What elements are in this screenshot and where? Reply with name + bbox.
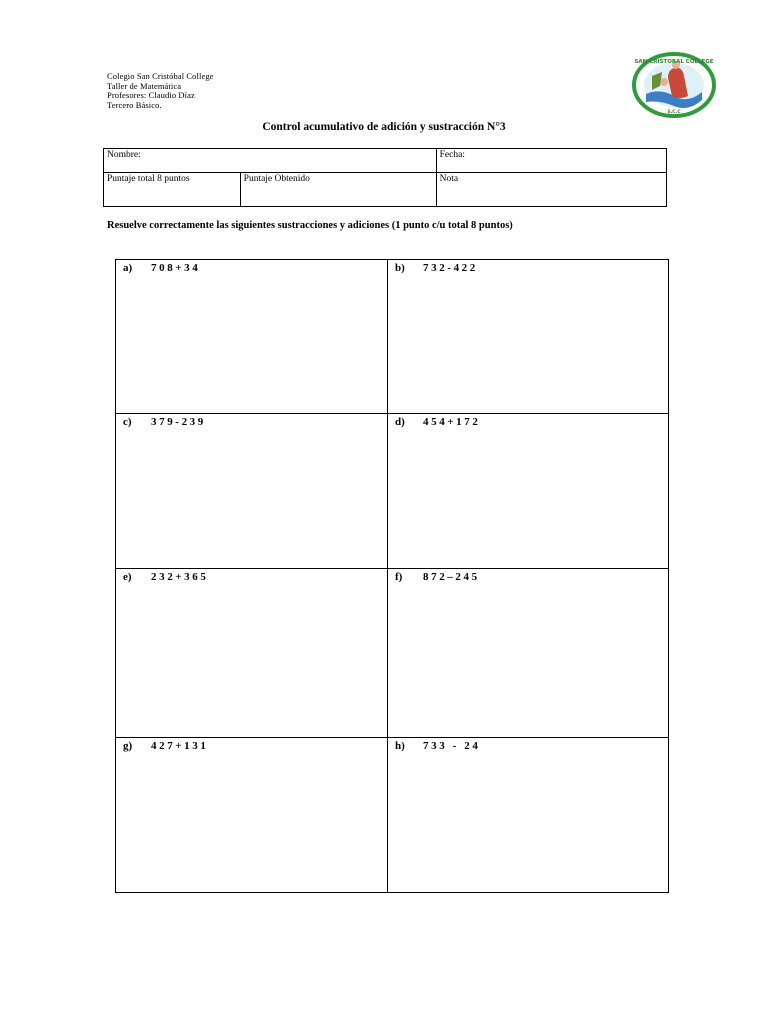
- instructions: Resuelve correctamente las siguientes sustracciones y adiciones (1 punto c/u total 8 puntos): [107, 220, 513, 231]
- logo-text-bottom: S.C.C: [667, 110, 681, 115]
- obtained-score-field[interactable]: [240, 173, 436, 207]
- total-score-cell: [104, 173, 241, 207]
- date-label: Fecha:: [439, 150, 465, 160]
- school-logo: [632, 52, 716, 118]
- exercise-cell-d[interactable]: [388, 414, 668, 569]
- exercise-expression: 708+34: [151, 262, 201, 274]
- page-title: Control acumulativo de adición y sustracción N°3: [262, 121, 506, 133]
- name-label: Nombre:: [107, 150, 141, 160]
- exercise-letter: e): [123, 571, 132, 583]
- exercise-letter: h): [395, 740, 405, 752]
- exercise-expression: 232+365: [151, 571, 209, 583]
- student-info-table: [103, 148, 667, 207]
- exercise-expression: 454+172: [423, 416, 481, 428]
- exercise-cell-h[interactable]: [388, 738, 668, 892]
- exercise-cell-a[interactable]: [116, 260, 388, 414]
- exercise-letter: c): [123, 416, 132, 428]
- exercise-expression: 732-422: [423, 262, 478, 274]
- exercise-letter: d): [395, 416, 405, 428]
- exercise-letter: f): [395, 571, 403, 583]
- exercise-cell-g[interactable]: [116, 738, 388, 892]
- total-score-label: Puntaje total 8 puntos: [107, 174, 190, 184]
- obtained-score-label: Puntaje Obtenido: [243, 174, 310, 184]
- name-field[interactable]: [104, 149, 437, 173]
- exercise-expression: 872–245: [423, 571, 480, 583]
- teacher-name: Profesores: Claudio Díaz: [107, 90, 195, 101]
- exercise-letter: b): [395, 262, 405, 274]
- logo-text-top: SAN CRISTOBAL COLLEGE: [634, 59, 714, 65]
- exercise-grid: [115, 259, 669, 893]
- date-field[interactable]: [436, 149, 666, 173]
- exercise-cell-b[interactable]: [388, 260, 668, 414]
- school-name: Colegio San Cristóbal College: [107, 71, 214, 81]
- logo-child: [660, 78, 668, 86]
- course-name: Taller de Matemática: [107, 80, 182, 91]
- exercise-expression: 733 - 24: [423, 740, 481, 752]
- exercise-cell-e[interactable]: [116, 569, 388, 738]
- exercise-letter: a): [123, 262, 133, 274]
- grade-field[interactable]: [436, 173, 666, 207]
- exercise-cell-c[interactable]: [116, 414, 388, 569]
- school-header: [107, 72, 214, 110]
- exercise-expression: 379-239: [151, 416, 206, 428]
- exercise-expression: 427+131: [151, 740, 209, 752]
- exercise-cell-f[interactable]: [388, 569, 668, 738]
- exercise-letter: g): [123, 740, 133, 752]
- grade-label: Nota: [439, 174, 459, 184]
- grade-level: Tercero Básico.: [107, 99, 162, 110]
